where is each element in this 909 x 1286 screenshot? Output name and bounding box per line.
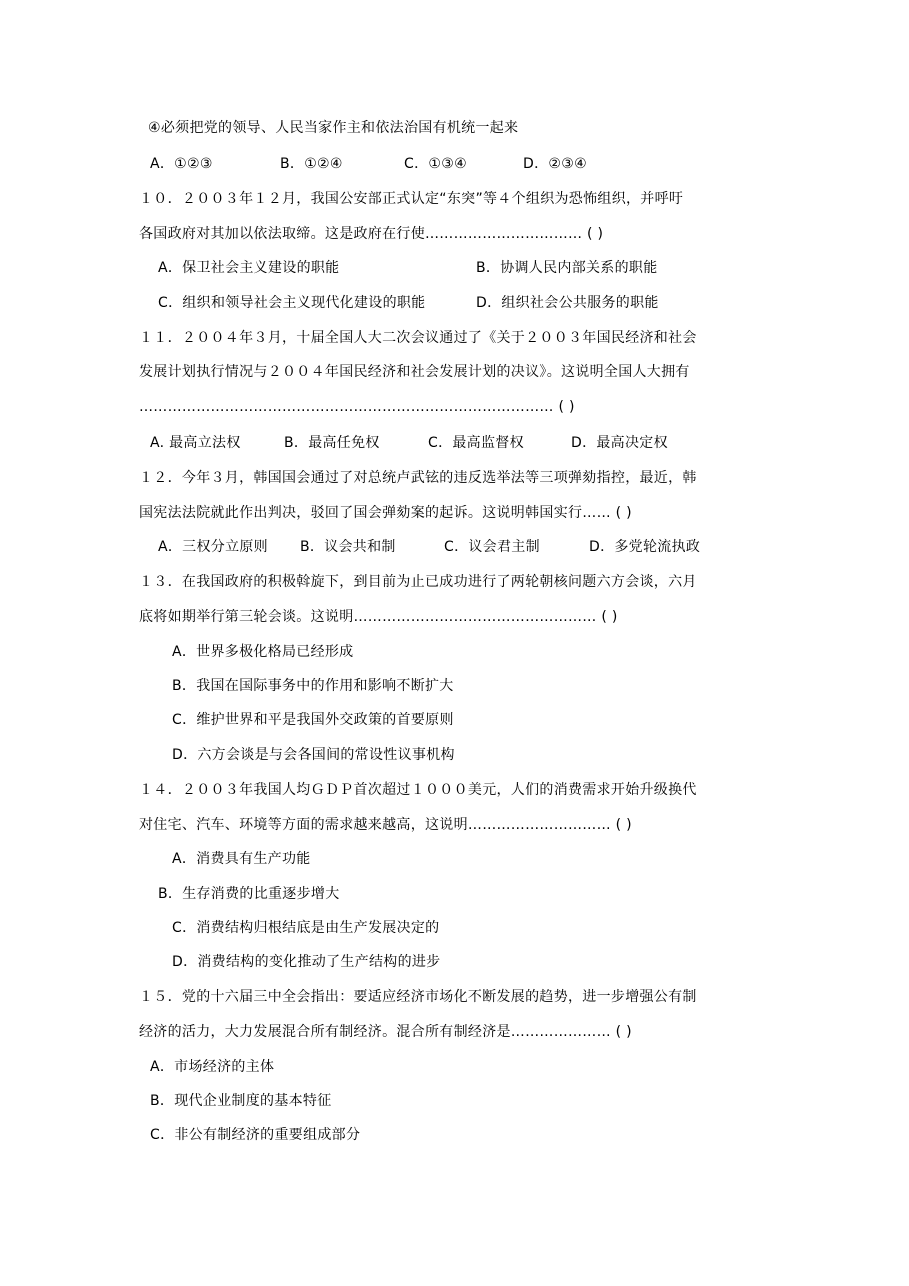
q9-option-4-line: ④必须把党的领导、人民当家作主和依法治国有机统一起来 [148,120,519,136]
q14-option-b: B．生存消费的比重逐步增大 [158,886,340,902]
q12-option-b: B．议会共和制 [300,539,396,555]
q14-stem-line1: １４．２００３年我国人均ＧＤＰ首次超过１０００美元，人们的消费需求开始升级换代 [139,782,697,798]
q12-option-c: C．议会君主制 [444,539,540,555]
q15-option-c: C．非公有制经济的重要组成部分 [150,1127,361,1143]
q10-option-a: A．保卫社会主义建设的职能 [158,260,340,276]
q12-stem-line2: 国宪法法院就此作出判决，驳回了国会弹劾案的起诉。这说明韩国实行…… ( ) [139,505,632,521]
q13-option-d: D．六方会谈是与会各国间的常设性议事机构 [172,747,455,763]
q11-option-b: B．最高任免权 [284,435,380,451]
q14-option-d: D．消费结构的变化推动了生产结构的进步 [172,954,441,970]
q13-option-a: A．世界多极化格局已经形成 [172,644,354,660]
q14-option-a: A．消费具有生产功能 [172,851,311,867]
q15-stem-line2: 经济的活力，大力发展混合所有制经济。混合所有制经济是………………… ( ) [139,1024,632,1040]
q15-option-a: A．市场经济的主体 [150,1059,275,1075]
q12-stem-line1: １２．今年３月，韩国国会通过了对总统卢武铉的违反选举法等三项弹劾指控，最近，韩 [139,470,697,486]
q11-stem-line1: １１．２００４年３月，十届全国人大二次会议通过了《关于２００３年国民经济和社会 [139,330,697,346]
q11-option-a: A. 最高立法权 [150,435,241,451]
q13-option-b: B．我国在国际事务中的作用和影响不断扩大 [172,678,454,694]
q13-stem-line2: 底将如期举行第三轮会谈。这说明…………………………………………… ( ) [139,609,618,625]
q10-option-b: B．协调人民内部关系的职能 [476,260,658,276]
q9-option-c: C．①③④ [404,156,467,172]
q13-stem-line1: １３．在我国政府的积极斡旋下，到目前为止已成功进行了两轮朝核问题六方会谈，六月 [139,574,697,590]
q12-option-a: A．三权分立原则 [158,539,268,555]
q11-stem-line2: 发展计划执行情况与２００４年国民经济和社会发展计划的决议》。这说明全国人大拥有 [139,364,690,380]
q9-option-d: D．②③④ [523,156,587,172]
q9-option-b: B．①②④ [280,156,343,172]
q10-option-c: C．组织和领导社会主义现代化建设的职能 [158,295,426,311]
q15-stem-line1: １５．党的十六届三中全会指出：要适应经济市场化不断发展的趋势，进一步增强公有制 [139,989,697,1005]
q12-option-d: D．多党轮流执政 [589,539,701,555]
q15-option-b: B．现代企业制度的基本特征 [150,1093,332,1109]
q11-stem-line3: …………………………………………………………………………… ( ) [139,399,575,415]
q10-stem-line1: １０．２００３年１２月，我国公安部正式认定“东突”等４个组织为恐怖组织，并呼吁 [139,191,684,207]
q10-stem-line2: 各国政府对其加以依法取缔。这是政府在行使…………………………… ( ) [139,226,604,242]
q13-option-c: C．维护世界和平是我国外交政策的首要原则 [172,712,454,728]
q10-option-d: D．组织社会公共服务的职能 [476,295,659,311]
q14-option-c: C．消费结构归根结底是由生产发展决定的 [172,920,440,936]
q14-stem-line2: 对住宅、汽车、环境等方面的需求越来越高，这说明………………………… ( ) [139,817,632,833]
q9-option-a: A．①②③ [150,156,213,172]
q11-option-c: C．最高监督权 [428,435,524,451]
q11-option-d: D．最高决定权 [571,435,668,451]
